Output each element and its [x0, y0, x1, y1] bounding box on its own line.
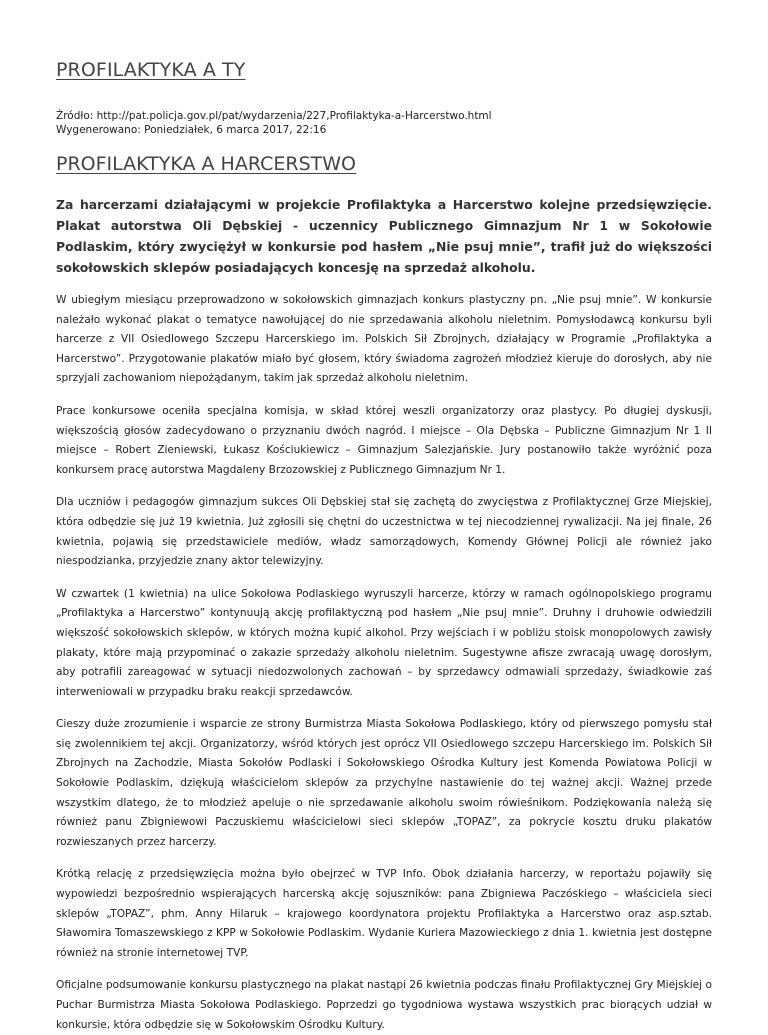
- generated-line: Wygenerowano: Poniedziałek, 6 marca 2017, 22:16: [56, 124, 327, 136]
- body-paragraph: Prace konkursowe oceniła specjalna komisja, w skład której weszli organizatorzy oraz plastycy. Po długiej dyskusji, większością głosów zadecydowano o przyznaniu dwóch nagród. I miejsce – Ola Dębska – Publiczne Gimnazjum Nr 1 II miejsce – Robert Zieniewski, Łukasz Kościukiewicz – Gimnazjum Salezjańskie. Jury postanowiło także wyróżnić poza konkursem pracę autorstwa Magdaleny Brzozowskiej z Publicznego Gimnazjum Nr 1.: [56, 404, 712, 476]
- body-paragraph: Cieszy duże zrozumienie i wsparcie ze strony Burmistrza Miasta Sokołowa Podlaskiego, który od pierwszego pomysłu stał się zwolennikiem tej akcji. Organizatorzy, wśród których jest oprócz VII Osiedlowego szczepu Harcerskiego im. Polskich Sił Zbrojnych na Zachodzie, Miasta Sokołów Podlaski i Sokołowskiego Ośrodka Kultury jest Komenda Powiatowa Policji w Sokołowie Podlaskim, dziękują właścicielom sklepów za przychylne nastawienie do tej ważnej akcji. Ważnej przede wszystkim dlatego, że to młodzież apeluje o nie sprzedawanie alkoholu swoim rówieśnikom. Podziękowania należą się również panu Zbigniewowi Paczuskiemu właścicielowi sieci sklepów „TOPAZ”, za pokrycie kosztu druku plakatów rozwieszanych przez harcerzy.: [56, 718, 712, 848]
- source-line: Źródło: http://pat.policja.gov.pl/pat/wydarzenia/227,Profilaktyka-a-Harcerstwo.html: [56, 110, 492, 122]
- article-lead: Za harcerzami działającymi w projekcie Profilaktyka a Harcerstwo kolejne przedsięwzięcie. Plakat autorstwa Oli Dębskiej - uczennicy Publicznego Gimnazjum Nr 1 w Sokołowie Podlaskim, który zwyciężył w konkursie pod hasłem „Nie psuj mnie”, trafił już do większości sokołowskich sklepów posiadających koncesję na sprzedaż alkoholu.: [56, 197, 712, 275]
- article-meta: [56, 109, 712, 137]
- article-title[interactable]: PROFILAKTYKA A HARCERSTWO: [56, 153, 356, 175]
- body-paragraph: W ubiegłym miesiącu przeprowadzono w sokołowskich gimnazjach konkurs plastyczny pn. „Nie psuj mnie”. W konkursie należało wykonać plakat o tematyce nawołującej do nie sprzedawania alkoholu nieletnim. Pomysłodawcą konkursu byli harcerze z VII Osiedlowego Szczepu Harcerskiego im. Polskich Sił Zbrojnych, działający w Programie „Profilaktyka a Harcerstwo”. Przygotowanie plakatów miało być głosem, który świadoma zagrożeń młodzież kieruje do dorosłych, aby nie sprzyjali zachowaniom niepożądanym, takim jak sprzedaż alkoholu nieletnim.: [56, 294, 712, 385]
- site-title[interactable]: PROFILAKTYKA A TY: [56, 59, 246, 81]
- body-paragraph: Oficjalne podsumowanie konkursu plastycznego na plakat nastąpi 26 kwietnia podczas finału Profilaktycznej Gry Miejskiej o Puchar Burmistrza Miasta Sokołowa Podlaskiego. Poprzedzi go tygodniowa wystawa wszystkich prac biorących udział w konkursie, która odbędzie się w Sokołowskim Ośrodku Kultury.: [56, 979, 712, 1031]
- body-paragraph: Krótką relację z przedsięwzięcia można było obejrzeć w TVP Info. Obok działania harcerzy, w reportażu pojawiły się wypowiedzi bezpośrednio wspierających harcerską akcję sojuszników: pana Zbigniewa Paczóskiego – właściciela sieci sklepów „TOPAZ”, phm. Anny Hilaruk – krajowego koordynatora projektu Profilaktyka a Harcerstwo oraz asp.sztab. Sławomira Tomaszewskiego z KPP w Sokołowie Podlaskim. Wydanie Kuriera Mazowieckiego z dnia 1. kwietnia jest dostępne również na stronie internetowej TVP.: [56, 868, 712, 959]
- article-body: [56, 291, 712, 1035]
- body-paragraph: Dla uczniów i pedagogów gimnazjum sukces Oli Dębskiej stał się zachętą do zwycięstwa z Profilaktycznej Grze Miejskiej, która odbędzie się już 19 kwietnia. Już zgłosili się chętni do uczestnictwa w tej niecodziennej rywalizacji. Na jej finale, 26 kwietnia, pojawią się przedstawiciele mediów, władz samorządowych, Komendy Głównej Policji ale również jako niespodzianka, przyjedzie znany aktor telewizyjny.: [56, 496, 712, 568]
- body-paragraph: W czwartek (1 kwietnia) na ulice Sokołowa Podlaskiego wyruszyli harcerze, którzy w ramach ogólnopolskiego programu „Profilaktyka a Harcerstwo” kontynuują akcję profilaktyczną pod hasłem „Nie psuj mnie”. Druhny i druhowie odwiedzili większość sokołowskich sklepów, w których można kupić alkohol. Przy wejściach i w pobliżu stoisk monopolowych zawisły plakaty, które mają przypominać o zakazie sprzedaży alkoholu nieletnim. Sugestywne afisze zwracają uwagę dorosłym, aby potrafili zareagować w sytuacji niedozwolonych zachowań – by sprzedawcy odmawiali sprzedaży, świadkowie zaś interweniowali w przypadku braku reakcji sprzedawców.: [56, 587, 712, 698]
